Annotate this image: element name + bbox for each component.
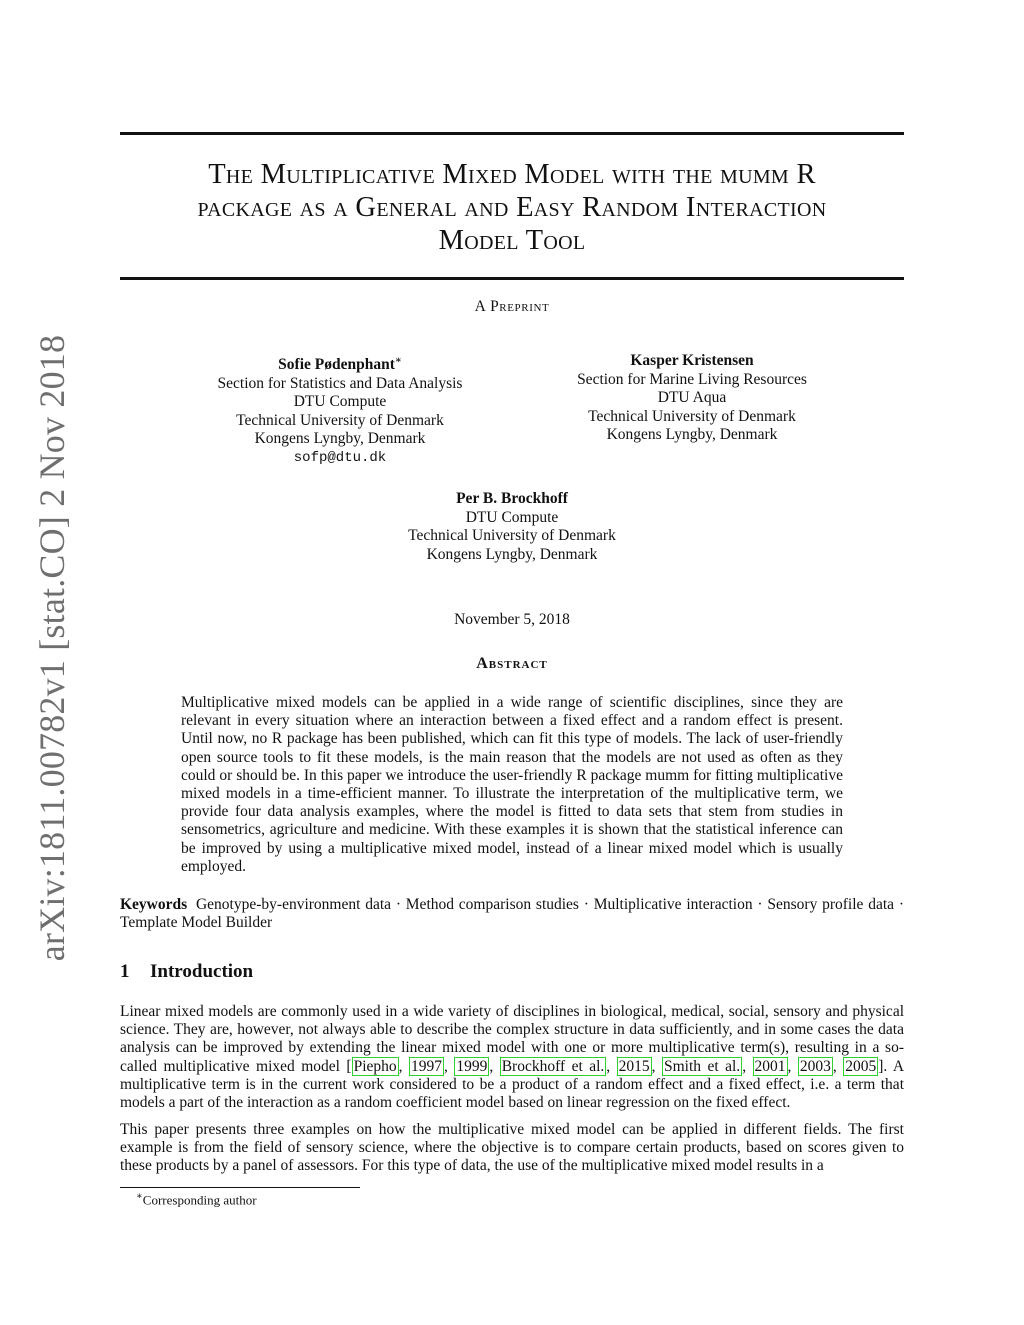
keywords-label: Keywords (120, 896, 188, 913)
intro-paragraph-1: Linear mixed models are commonly used in a wide variety of disciplines in biological, medical, social, sensory and physical science. They are, however, not always able to describe the complex structure in data sufficiently, and in some cases the data analysis can be improved by extending the linear mixed model with one or more multiplicative term(s), resulting in a so-called multiplicative mixed model [ Piepho , 1997 , 1999 , Brockhoff et al. , 2015 , Smith et al. , 2001 , 2003 , 2005 ]. A multiplicative term is in the current work considered to be a product of a random effect and a fixed effect, i.e. a term that models a part of the interaction as a random coefficient model based on linear regression on the fixed effect. (120, 1003, 905, 1112)
author-affiliation: Kongens Lyngby, Denmark (606, 426, 778, 443)
footnote-marker: ∗ (394, 355, 402, 366)
title-line-2: package as a General and Easy Random Interaction (197, 192, 827, 223)
citation-link[interactable]: Piepho (353, 1057, 397, 1075)
citation-link[interactable]: 2001 (754, 1057, 786, 1075)
author-name: Kasper Kristensen (630, 352, 754, 369)
author-name: Per B. Brockhoff (456, 490, 568, 507)
author-affiliation: Kongens Lyngby, Denmark (254, 430, 426, 448)
footnote-text: Corresponding author (142, 1192, 257, 1208)
arxiv-id: arXiv:1811.00782v1 [stat.CO] 2 Nov 2018 (32, 334, 72, 962)
author-affiliation: Kongens Lyngby, Denmark (426, 545, 598, 563)
publication-date: November 5, 2018 (454, 611, 570, 628)
abstract-text: Multiplicative mixed models can be applied in a wide range of scientific disciplines, since they are relevant in every situation where an interaction between a fixed effect and a random effect is present. Until now, no R package has been published, which can fit this type of models. The lack of user-friendly open source tools to fit these models, is the main reason that the models are not used as often as they could or should be. In this paper we introduce the user-friendly R package mumm for fitting multiplicative mixed models in a time-efficient manner. To illustrate the interpretation of the multiplicative term, we provide four data analysis examples, where the model is fitted to data sets that stem from studies in sensometrics, agriculture and medicine. With these examples it is shown that the statistical inference can be improved by using a multiplicative mixed model, instead of a linear mixed model which is usually employed. (181, 694, 843, 875)
paragraph-text: ]. A multiplicative term is in the current work considered to be a product of a random effect and a fixed effect, i.e. a term that models a part of the interaction as a random coefficient model based on linear regression on the fixed effect. (120, 1057, 905, 1112)
paper-title (120, 158, 904, 257)
citation-link[interactable]: Smith et al. (663, 1057, 741, 1075)
author-name: Sofie Pødenphant∗ (278, 355, 402, 374)
citation-link[interactable]: Brockhoff et al. (501, 1057, 605, 1075)
intro-paragraph-2: This paper presents three examples on how the multiplicative mixed model can be applied in different fields. The first example is from the field of sensory science, where the objective is to compare certain products, based on scores given to these products by a panel of assessors. For this type of data, the use of the multiplicative mixed model results in a (120, 1121, 904, 1175)
abstract-heading: Abstract (476, 655, 548, 672)
author-affiliation: Technical University of Denmark (408, 527, 616, 544)
author-affiliation: Technical University of Denmark (236, 411, 444, 429)
keywords-text: Genotype-by-environment data · Method comparison studies · Multiplicative interaction · Sensory profile data · Template Model Builder (120, 896, 904, 932)
author-email[interactable]: sofp@dtu.dk (293, 449, 387, 466)
author-affiliation: DTU Compute (465, 508, 559, 526)
keywords (120, 896, 904, 932)
section-heading (120, 961, 253, 983)
author-block-1 (181, 352, 499, 467)
title-rule-top (120, 132, 904, 135)
preprint-label: A Preprint (474, 298, 550, 315)
section-number: 1 (120, 961, 130, 982)
title-line-3: Model Tool (438, 225, 586, 256)
citation-link[interactable]: 2003 (799, 1057, 831, 1075)
author-affiliation: Technical University of Denmark (588, 407, 796, 425)
footnote (136, 1191, 257, 1208)
section-title: Introduction (150, 961, 254, 982)
footnote-marker: ∗ (136, 1191, 143, 1202)
citation-link[interactable]: 2005 (845, 1057, 877, 1075)
author-affiliation: DTU Aqua (657, 389, 727, 406)
footnote-rule (120, 1187, 360, 1188)
author-block-2 (533, 352, 851, 445)
title-rule-bottom (120, 277, 904, 280)
author-block-3 (332, 490, 692, 564)
author-affiliation: DTU Compute (293, 393, 387, 411)
citation-link[interactable]: 1997 (411, 1057, 442, 1075)
author-affiliation: Section for Statistics and Data Analysis (217, 374, 463, 392)
author-affiliation: Section for Marine Living Resources (577, 370, 807, 388)
citation-link[interactable]: 1999 (456, 1057, 488, 1075)
title-line-1: The Multiplicative Mixed Model with the mumm R (208, 159, 816, 190)
paragraph-text: Linear mixed models are commonly used in a wide variety of disciplines in biological, medical, social, sensory and physical science. They are, however, not always able to describe the complex structure in data sufficiently, and in some cases the data analysis can be improved by extending the linear mixed model with one or more multiplicative term(s), resulting in a so-called multiplicative mixed model [ (120, 1003, 904, 1075)
citation-link[interactable]: 2015 (618, 1057, 650, 1075)
